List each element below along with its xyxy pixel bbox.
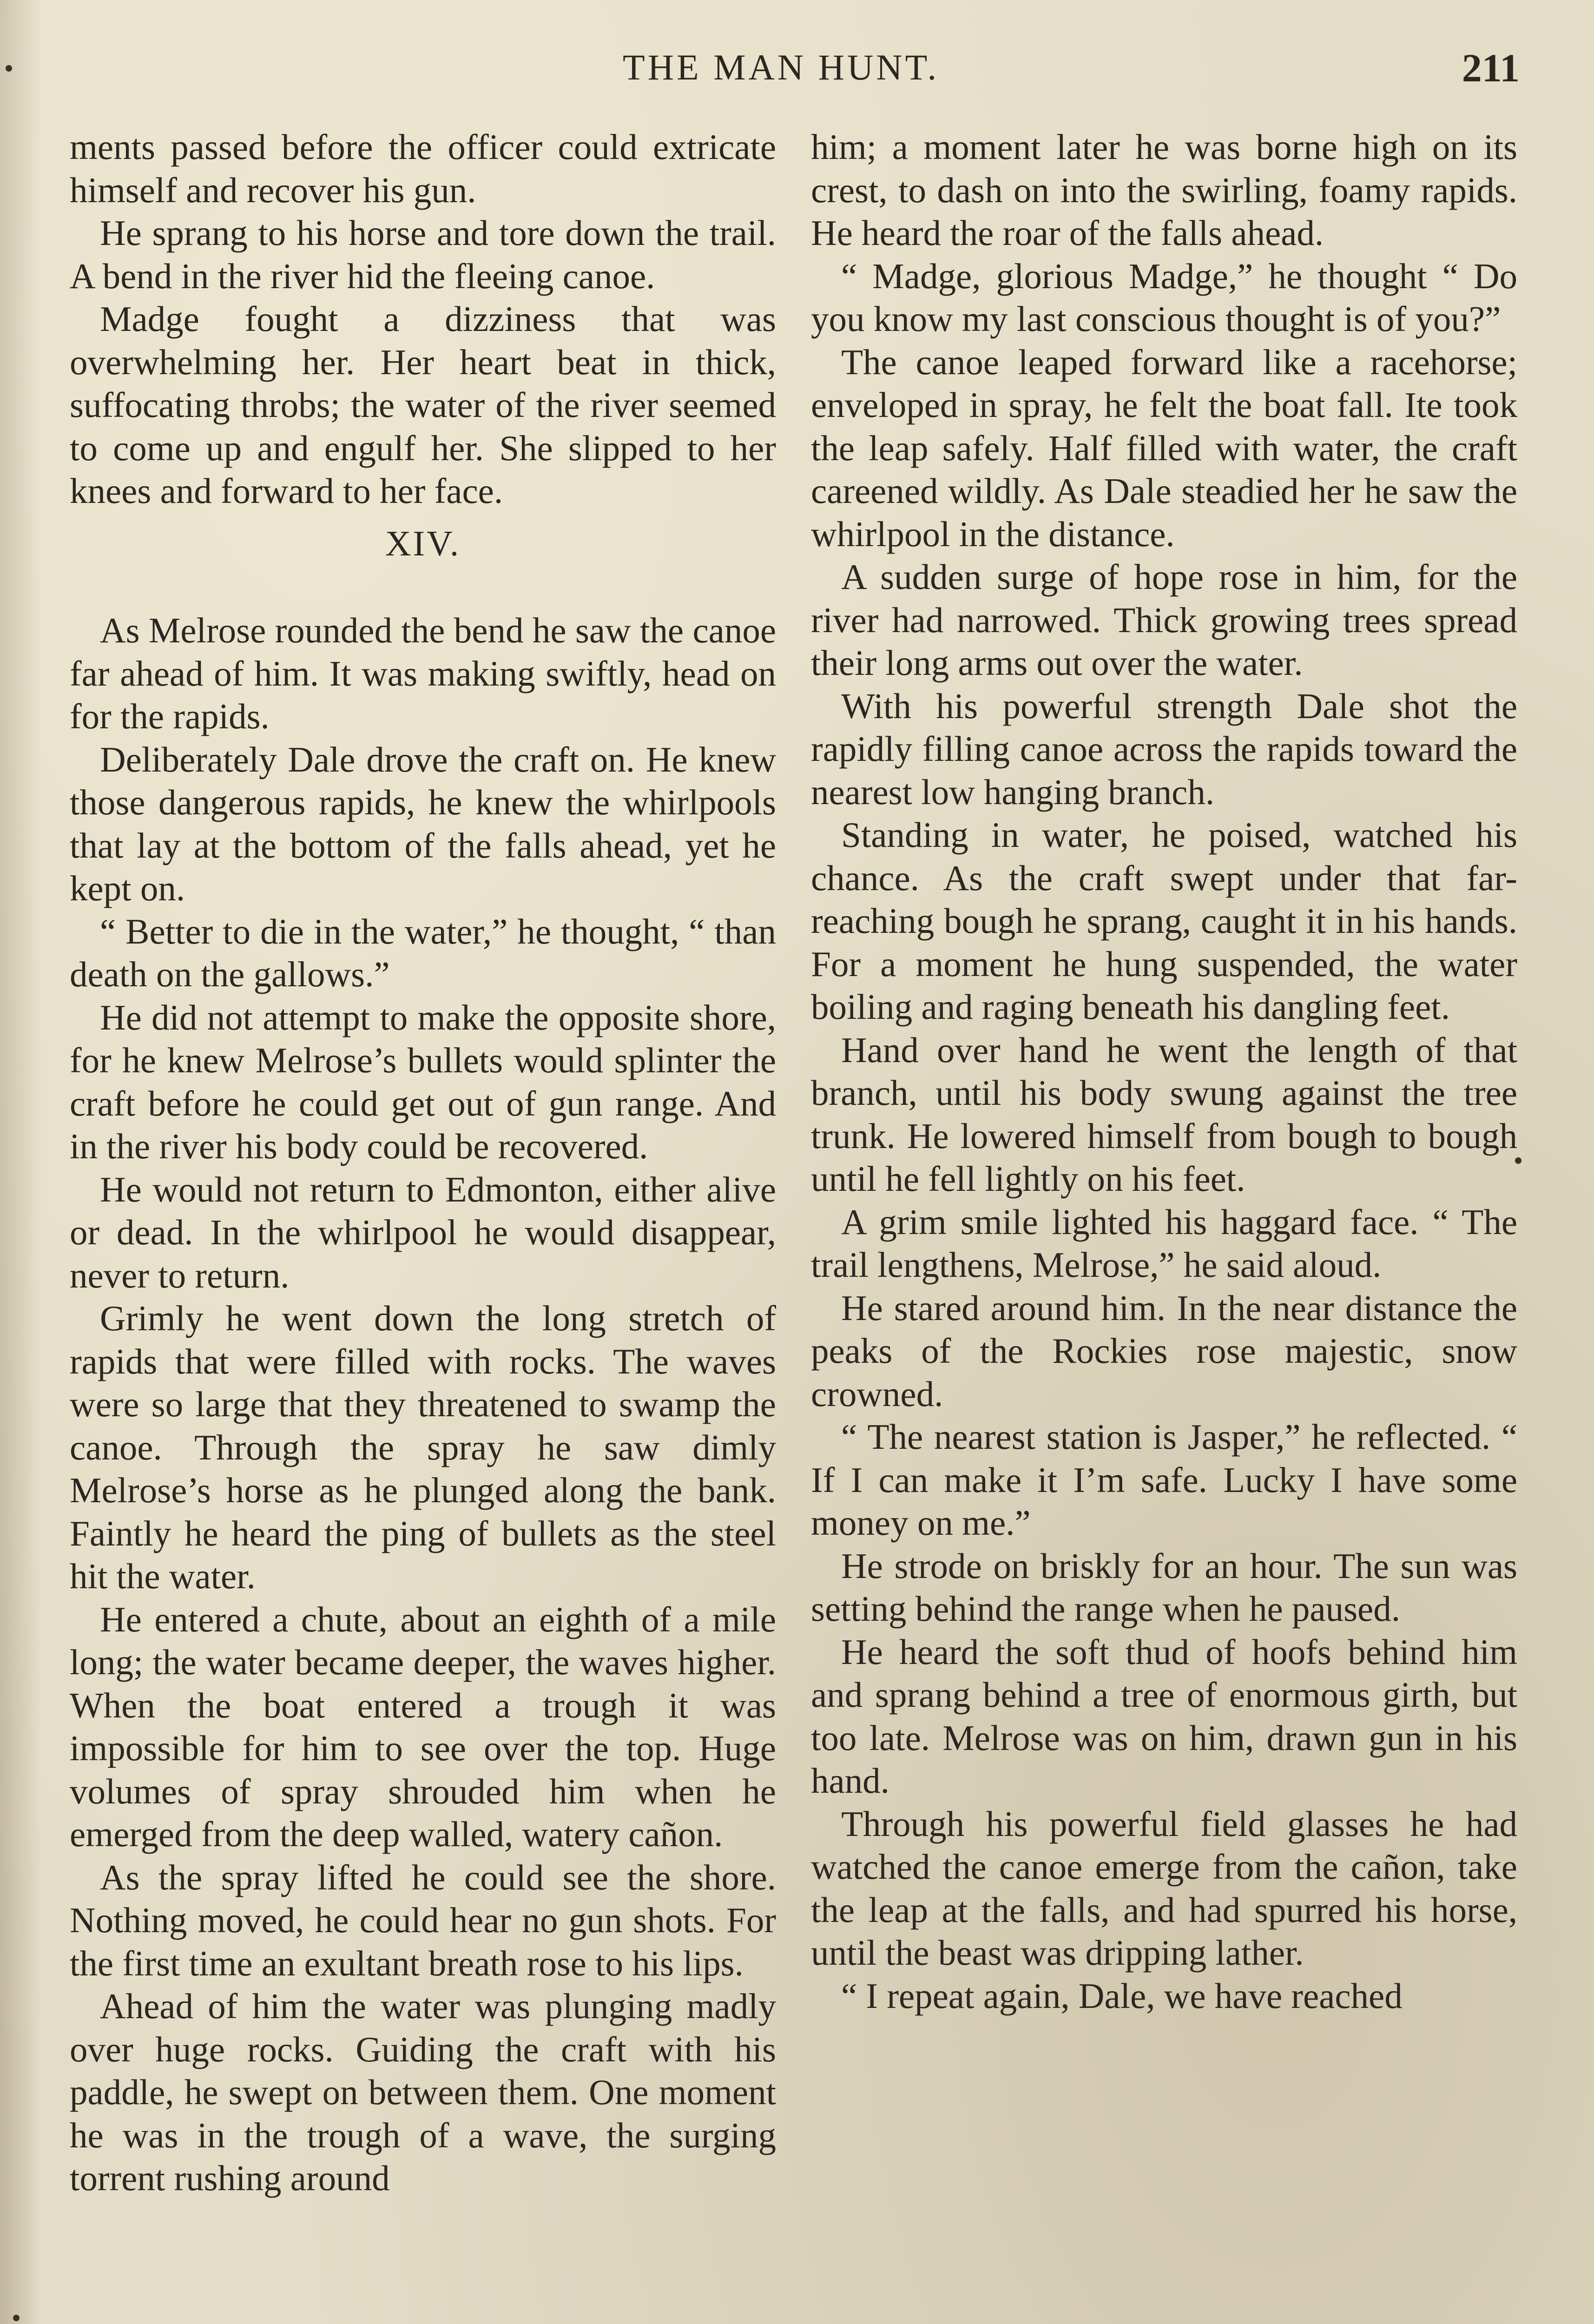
header-title: THE MAN HUNT. [623,47,939,87]
paragraph: Madge fought a dizziness that was overwhelming her. Her heart beat in thick, suffocating throbs; the water of the river seemed to come up and engulf her. She slipped to her knees and forward to her face. [70,299,776,511]
paragraph: Standing in water, he poised, watched his chance. As the craft swept under that far-reaching bough he sprang, caught it in his hands. For a moment he hung suspended, the water boiling and raging beneath his dangling feet. [811,815,1517,1027]
paragraph: The canoe leaped forward like a racehorse; enveloped in spray, he felt the boat fall. Ite took the leap safely. Half filled with water, the craft careened wildly. As Dale steadied her he saw the whirlpool in the distance. [811,342,1517,554]
section-heading: XIV. [385,523,461,563]
paragraph: A sudden surge of hope rose in him, for the river had narrowed. Thick growing trees spread their long arms out over the water. [811,557,1517,683]
paragraph: “ I repeat again, Dale, we have reached [841,1975,1403,2016]
paragraph: Grimly he went down the long stretch of rapids that were filled with rocks. The waves were so large that they threatened to swamp the canoe. Through the spray he saw dimly Melrose’s horse as he plunged along the bank. Faintly he heard the ping of bullets as the steel hit the water. [70,1298,776,1596]
paragraph: Ahead of him the water was plunging madly over huge rocks. Guiding the craft with his paddle, he swept on between them. One moment he was in the trough of a wave, the surging torrent rushing around [70,1986,776,2198]
paragraph: Hand over hand he went the length of that branch, until his body swung against the tree trunk. He lowered himself from bough to bough until he fell lightly on his feet. [811,1030,1517,1199]
paragraph: He would not return to Edmonton, either alive or dead. In the whirlpool he would disappear, never to return. [70,1169,776,1295]
paragraph: As the spray lifted he could see the shore. Nothing moved, he could hear no gun shots. For the first time an exultant breath rose to his lips. [70,1857,776,1983]
paragraph: He stared around him. In the near distance the peaks of the Rockies rose majestic, snow crowned. [811,1287,1517,1414]
paragraph: “ Better to die in the water,” he thought, “ than death on the gallows.” [70,911,776,994]
paragraph: “ The nearest station is Jasper,” he reflected. “ If I can make it I’m safe. Lucky I have some money on me.” [811,1417,1517,1543]
paragraph: ments passed before the officer could extricate himself and recover his gun. [70,127,776,210]
paragraph: With his powerful strength Dale shot the rapidly filling canoe across the rapids toward the nearest low hanging branch. [811,686,1517,812]
paragraph: As Melrose rounded the bend he saw the canoe far ahead of him. It was making swiftly, head on for the rapids. [70,610,776,736]
left-column [70,125,776,2200]
paragraph: He heard the soft thud of hoofs behind him and sprang behind a tree of enormous girth, but too late. Melrose was on him, drawn gun in his hand. [811,1631,1517,1801]
paragraph: He strode on briskly for an hour. The sun was setting behind the range when he paused. [811,1545,1517,1629]
paragraph: A grim smile lighted his haggard face. “ The trail lengthens, Melrose,” he said aloud. [811,1202,1517,1285]
paragraph: He did not attempt to make the opposite shore, for he knew Melrose’s bullets would splinter the craft before he could get out of gun range. And in the river his body could be recovered. [70,997,776,1166]
paragraph: him; a moment later he was borne high on its crest, to dash on into the swirling, foamy rapids. He heard the roar of the falls ahead. [811,127,1517,253]
right-column [811,125,1517,2017]
print-speck [13,2315,20,2321]
print-speck [6,65,12,72]
paragraph: He entered a chute, about an eighth of a mile long; the water became deeper, the waves higher. When the boat entered a trough it was impossible for him to see over the top. Huge volumes of spray shrouded him when he emerged from the deep walled, watery cañon. [70,1599,776,1854]
page-number: 211 [1462,46,1520,90]
paragraph: Deliberately Dale drove the craft on. He knew those dangerous rapids, he knew the whirlpools that lay at the bottom of the falls ahead, yet he kept on. [70,739,776,908]
print-speck [1515,1157,1522,1164]
paragraph: Through his powerful field glasses he had watched the canoe emerge from the cañon, take the leap at the falls, and had spurred his horse, until the beast was dripping lather. [811,1803,1517,1973]
paragraph: He sprang to his horse and tore down the trail. A bend in the river hid the fleeing canoe. [70,213,776,296]
running-header [0,46,1594,98]
paragraph: “ Madge, glorious Madge,” he thought “ Do you know my last conscious thought is of you?” [811,256,1517,339]
